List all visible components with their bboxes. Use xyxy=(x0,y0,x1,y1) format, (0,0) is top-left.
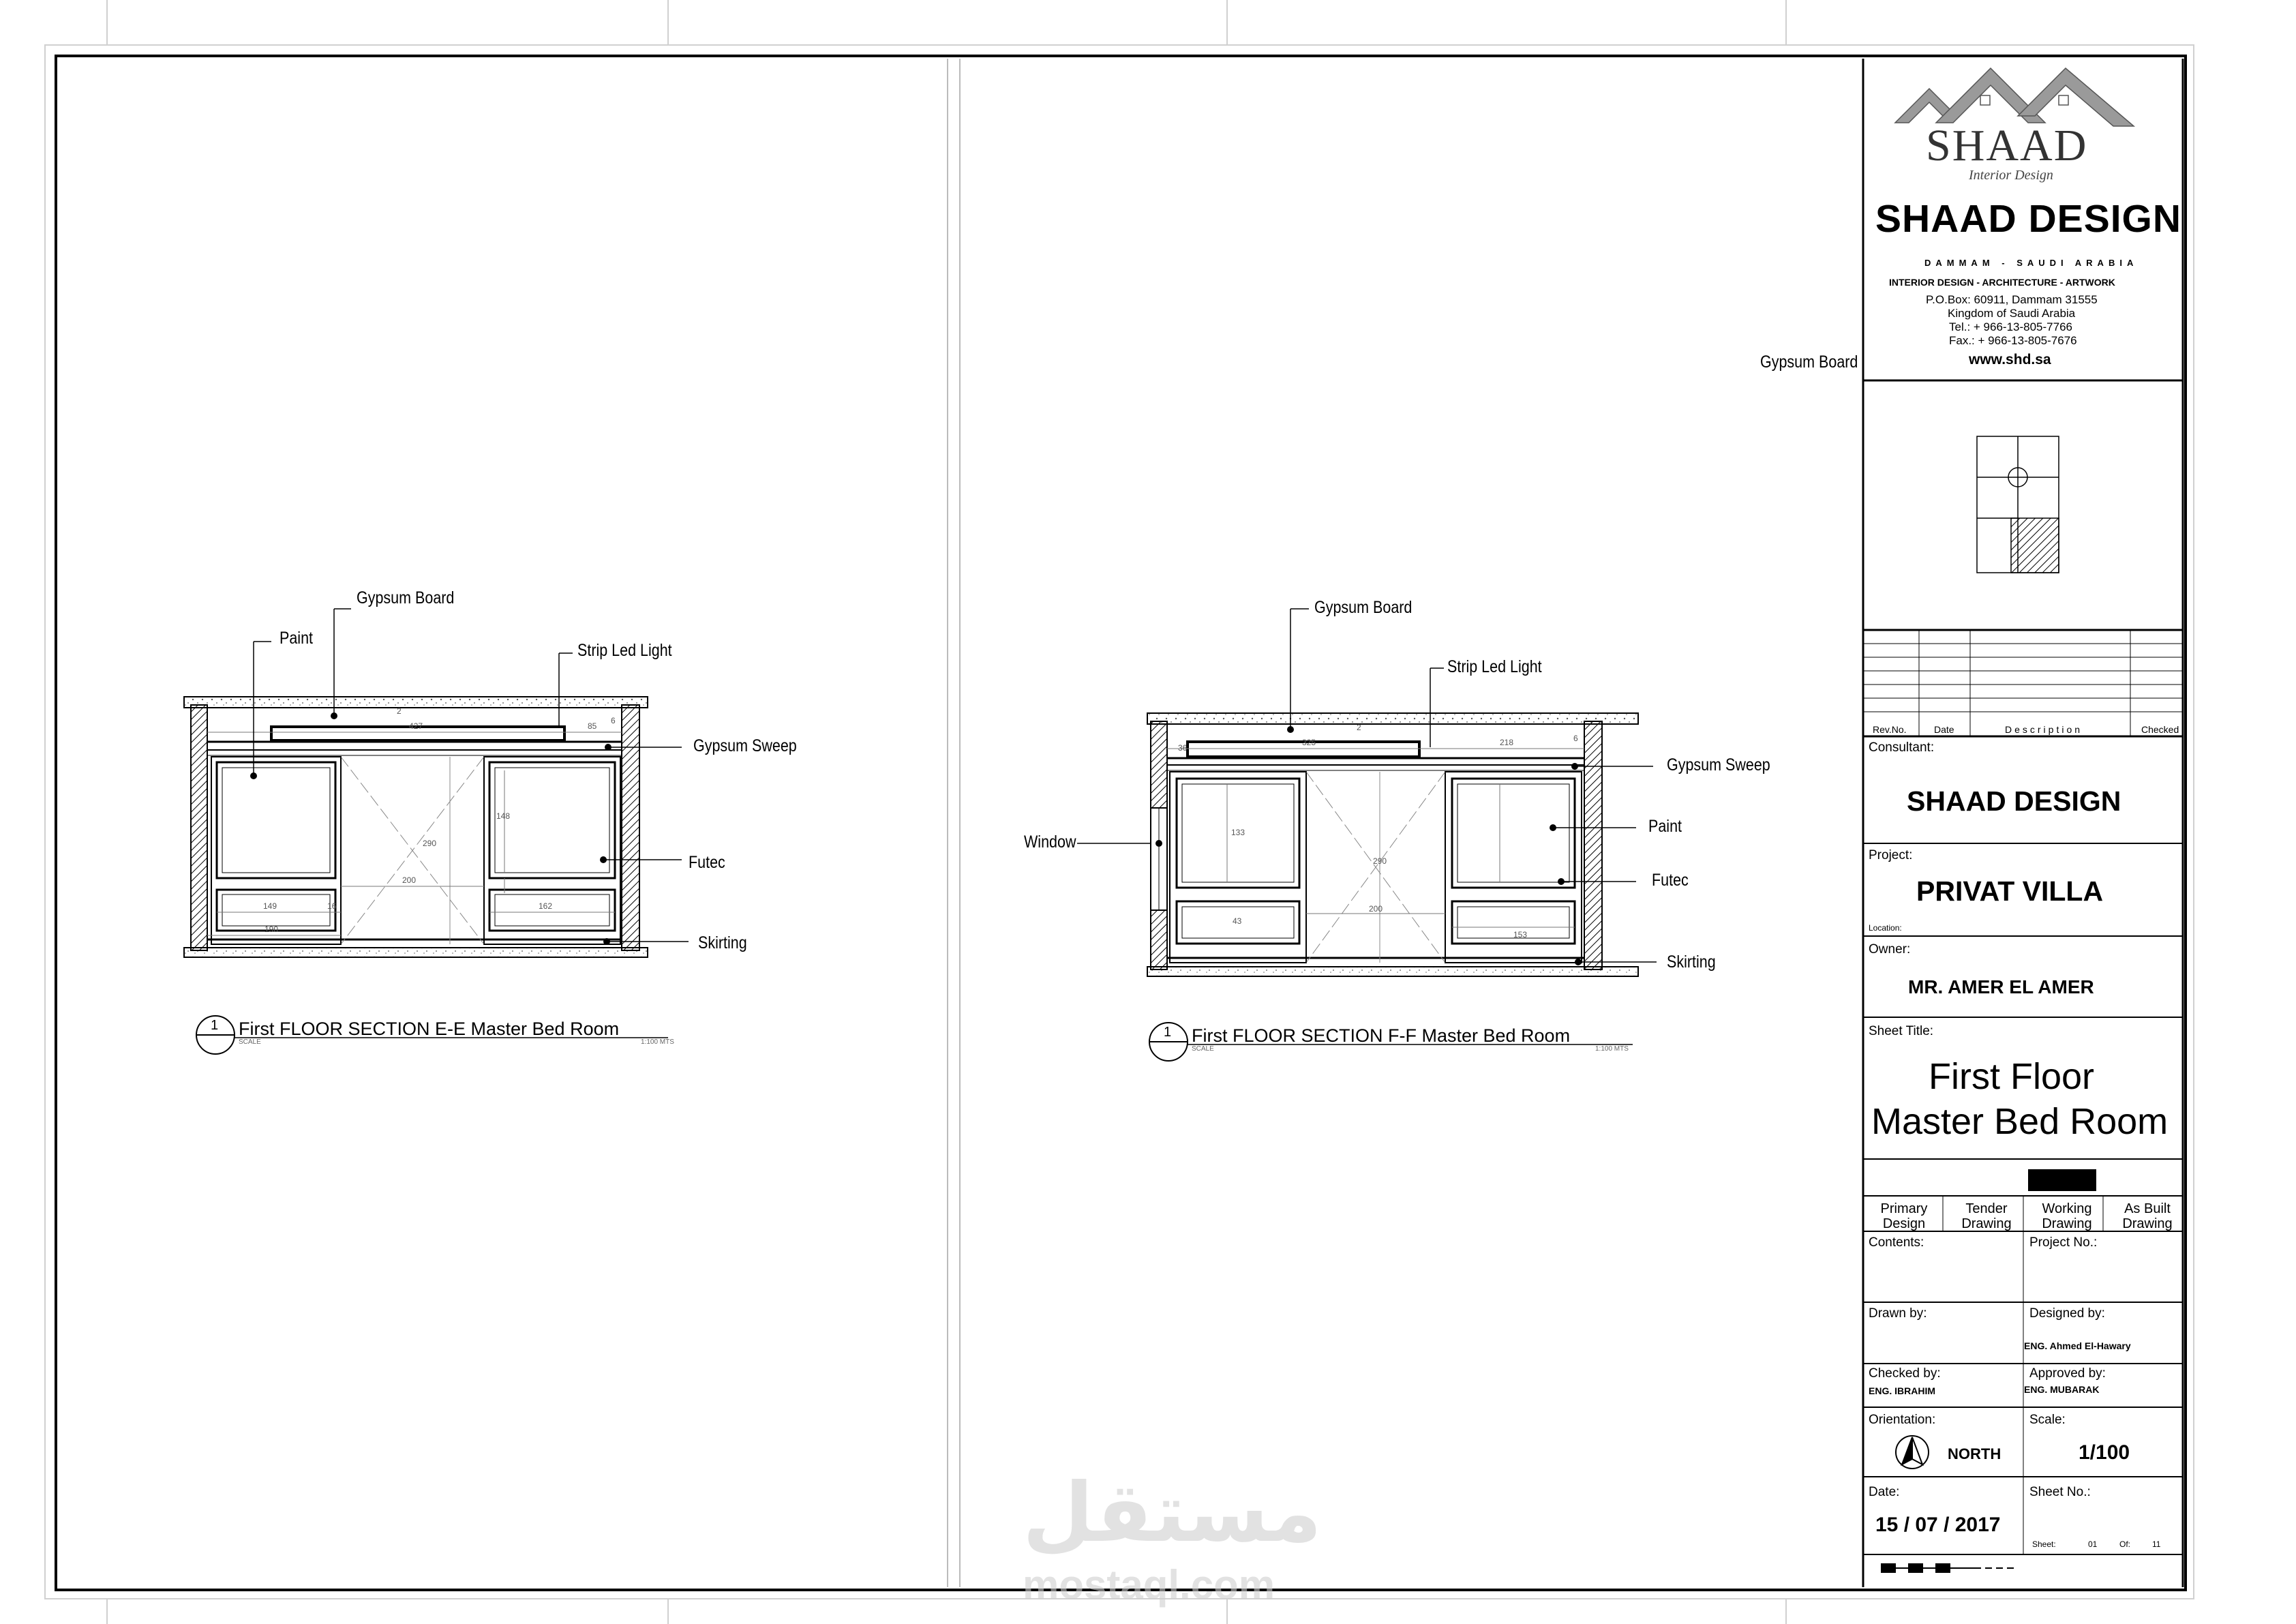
section-e-dim-gap: 16 xyxy=(327,901,337,911)
label-skirting-f: Skirting xyxy=(1667,952,1716,972)
stage-as-built-drawing xyxy=(2117,1201,2178,1231)
company-services: INTERIOR DESIGN - ARCHITECTURE - ARTWORK xyxy=(1889,277,2115,288)
approved-by-label: Approved by: xyxy=(2029,1366,2106,1381)
stage-tender-l2: Drawing xyxy=(1961,1216,2012,1231)
section-f-dim-base: 153 xyxy=(1513,930,1528,939)
section-e-dim-left-w: 149 xyxy=(263,901,277,911)
rev-header-checked: Checked xyxy=(2141,724,2179,735)
stage-asbuilt-l1: As Built xyxy=(2124,1201,2171,1216)
section-f-dim-panel-h: 133 xyxy=(1231,828,1245,837)
stage-asbuilt-l2: Drawing xyxy=(2122,1216,2173,1231)
section-e-dim-ceiling: 427 xyxy=(409,721,423,731)
address-line-1: P.O.Box: 60911, Dammam 31555 xyxy=(1926,293,2098,306)
label-gypsum-sweep-f: Gypsum Sweep xyxy=(1667,755,1770,775)
date-value: 15 / 07 / 2017 xyxy=(1875,1514,2001,1536)
company-location: DAMMAM - SAUDI ARABIA xyxy=(1924,258,2139,268)
label-strip-led-f: Strip Led Light xyxy=(1447,657,1542,676)
label-futec-e: Futec xyxy=(689,853,725,872)
label-skirting-e: Skirting xyxy=(698,933,747,952)
section-e-number: 1 xyxy=(211,1018,219,1033)
label-gypsum-board-e: Gypsum Board xyxy=(357,588,455,607)
section-e-title: First FLOOR SECTION E-E Master Bed Room xyxy=(239,1019,620,1039)
location-label: Location: xyxy=(1869,923,1902,933)
designed-by-value: ENG. Ahmed El-Hawary xyxy=(2024,1340,2131,1351)
section-e-dim-right: 85 xyxy=(588,721,597,731)
section-f-dim-edge: 6 xyxy=(1573,734,1578,743)
project-no-label: Project No.: xyxy=(2029,1235,2098,1250)
label-gypsum-board-f: Gypsum Board xyxy=(1314,598,1413,617)
stage-tender-drawing xyxy=(1956,1201,2017,1231)
owner-value: MR. AMER EL AMER xyxy=(1908,976,2094,997)
date-label: Date: xyxy=(1869,1485,1900,1499)
designed-by-label: Designed by: xyxy=(2029,1306,2105,1321)
section-f-dim-ceiling: 325 xyxy=(1302,738,1316,747)
sheet-no-value: 01 xyxy=(2088,1539,2098,1549)
contents-label: Contents: xyxy=(1869,1235,1924,1250)
rev-header-date: Date xyxy=(1934,724,1954,735)
section-f-title: First FLOOR SECTION F-F Master Bed Room xyxy=(1192,1025,1571,1046)
section-f-dim-left: 36 xyxy=(1178,743,1188,753)
stage-working-l2: Drawing xyxy=(2042,1216,2092,1231)
section-f-dim-top: 2 xyxy=(1357,723,1361,732)
owner-label: Owner: xyxy=(1869,942,1911,957)
project-value: PRIVAT VILLA xyxy=(1916,875,2104,907)
rev-header-description: Description xyxy=(2005,724,2083,735)
section-e-dim-top: 2 xyxy=(397,706,402,716)
section-e-dim-right-w: 162 xyxy=(539,901,553,911)
stage-primary-l2: Design xyxy=(1882,1216,1926,1231)
section-e-dots xyxy=(250,712,611,945)
checked-by-label: Checked by: xyxy=(1869,1366,1941,1381)
section-e-dim-base: 190 xyxy=(265,924,279,934)
stage-primary-design xyxy=(1877,1201,1931,1231)
of-word: Of: xyxy=(2119,1539,2131,1549)
logo-text: SHAAD xyxy=(1926,121,2088,170)
consultant-label: Consultant: xyxy=(1869,740,1935,755)
scale-value: 1/100 xyxy=(2079,1441,2130,1464)
stage-working-l1: Working xyxy=(2042,1201,2092,1216)
section-f-scale-value: 1:100 MTS xyxy=(1595,1045,1629,1053)
label-gypsum-sweep-e: Gypsum Sweep xyxy=(693,736,797,755)
label-window-f: Window xyxy=(1024,832,1076,852)
sheet-title-label: Sheet Title: xyxy=(1869,1024,1934,1038)
address-fax: Fax.: + 966-13-805-7676 xyxy=(1949,334,2077,347)
sheet-title-line-2: Master Bed Room xyxy=(1871,1101,2169,1142)
orientation-value: NORTH xyxy=(1948,1445,2002,1462)
section-f-drawing xyxy=(1147,713,1638,976)
stage-tender-l1: Tender xyxy=(1965,1201,2008,1216)
rev-header-no: Rev.No. xyxy=(1873,724,1907,735)
section-f-dim-lower: 43 xyxy=(1233,916,1242,926)
address-line-2: Kingdom of Saudi Arabia xyxy=(1948,307,2076,320)
section-e-scale-value: 1:100 MTS xyxy=(641,1038,674,1046)
consultant-value: SHAAD DESIGN xyxy=(1907,785,2121,817)
label-strip-led-e: Strip Led Light xyxy=(577,641,672,660)
approved-by-value: ENG. MUBARAK xyxy=(2024,1384,2100,1395)
scale-label: Scale: xyxy=(2029,1413,2066,1427)
section-f-dim-door-w: 200 xyxy=(1369,904,1383,914)
floating-label-gypsum-board: Gypsum Board xyxy=(1760,352,1858,372)
section-f-dim-door-h: 290 xyxy=(1373,856,1387,866)
section-e-dim-door-w: 200 xyxy=(402,875,417,885)
stage-primary-l1: Primary xyxy=(1880,1201,1928,1216)
company-name: SHAAD DESIGN xyxy=(1875,197,2182,241)
sheet-word: Sheet: xyxy=(2032,1539,2056,1549)
sheet-no-label: Sheet No.: xyxy=(2029,1485,2091,1499)
watermark-arabic: مستقل xyxy=(1023,1466,1322,1561)
stage-working-drawing xyxy=(2036,1201,2098,1231)
section-e-scale-tag: SCALE xyxy=(239,1038,261,1046)
orientation-label: Orientation: xyxy=(1869,1413,1936,1427)
label-futec-f: Futec xyxy=(1652,871,1689,890)
address-tel: Tel.: + 966-13-805-7766 xyxy=(1949,320,2072,333)
section-f-number: 1 xyxy=(1164,1025,1172,1040)
watermark-latin: mostaql.com xyxy=(1023,1562,1275,1608)
sheet-title-line-1: First Floor xyxy=(1929,1056,2094,1097)
logo-subtext: Interior Design xyxy=(1969,168,2053,183)
company-website: www.shd.sa xyxy=(1969,352,2051,367)
title-block xyxy=(1863,59,2185,1589)
section-e-dim-edge: 6 xyxy=(611,716,616,725)
section-e-dim-door-h: 290 xyxy=(423,839,437,848)
section-e-dim-panel-h: 148 xyxy=(496,811,511,821)
section-f-scale-tag: SCALE xyxy=(1192,1045,1214,1053)
label-paint-f: Paint xyxy=(1648,817,1682,836)
label-paint-e: Paint xyxy=(280,629,314,648)
sheet-total-value: 11 xyxy=(2152,1539,2161,1549)
project-label: Project: xyxy=(1869,848,1913,862)
section-f-dim-right: 218 xyxy=(1500,738,1514,747)
checked-by-value: ENG. IBRAHIM xyxy=(1869,1385,1935,1396)
drawn-by-label: Drawn by: xyxy=(1869,1306,1927,1321)
